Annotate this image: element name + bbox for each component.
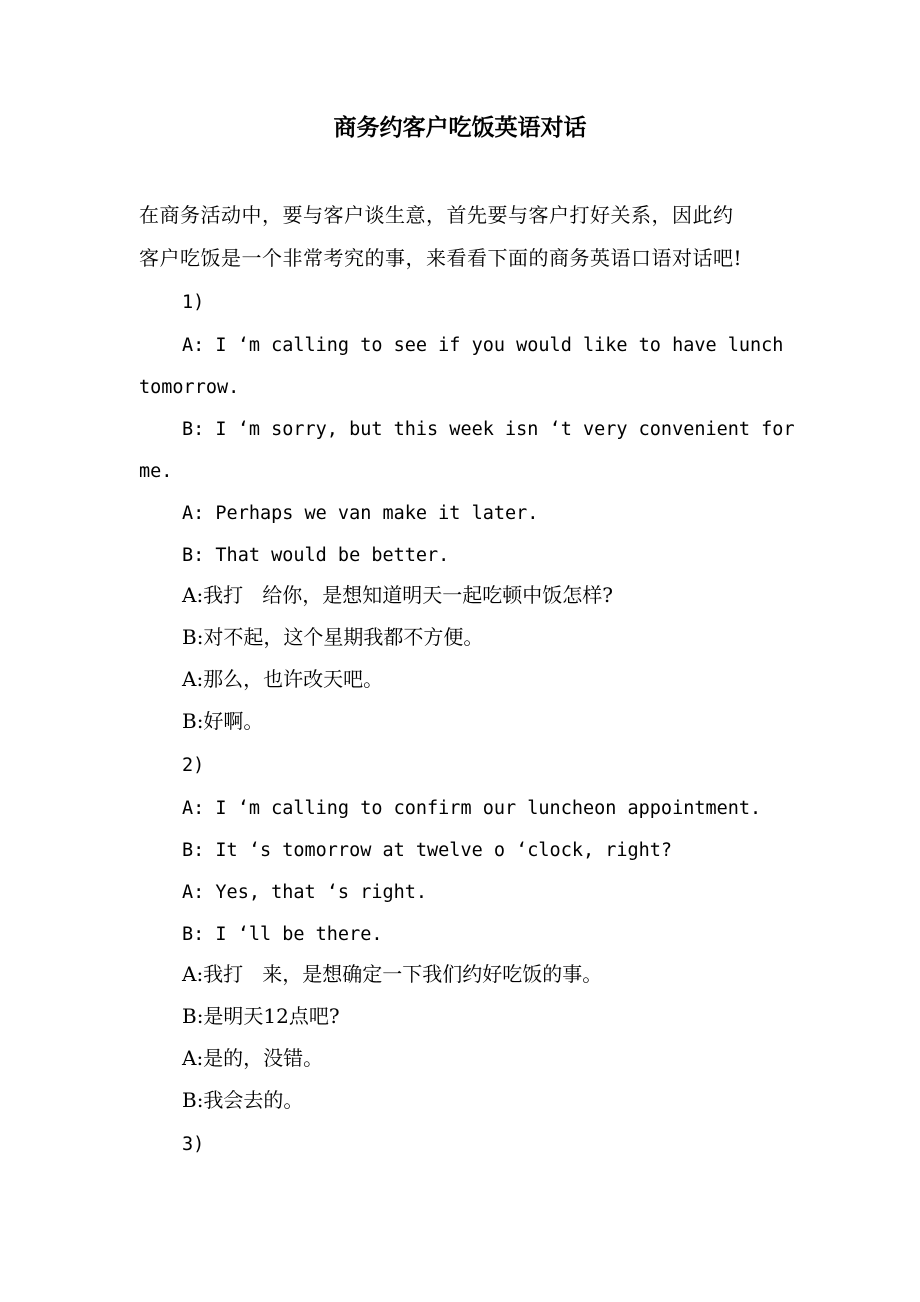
dialogue-line: A: I ‘m calling to see if you would like to have lunch	[182, 335, 784, 356]
dialogue-line: B: I ‘ll be there.	[182, 924, 383, 945]
dialogue-line: A:是的，没错。	[182, 1046, 324, 1070]
dialogue-line: A:那么，也许改天吧。	[182, 667, 384, 691]
dialogue-line: B:我会去的。	[182, 1088, 304, 1112]
intro-line-1: 在商务活动中，要与客户谈生意，首先要与客户打好关系，因此约	[139, 203, 734, 227]
dialogue-line: A: Yes, that ‘s right.	[182, 882, 428, 903]
dialogue-line: B: I ‘m sorry, but this week isn ‘t very convenient for	[182, 419, 795, 440]
dialogue-line: B:是明天12点吧?	[182, 1004, 340, 1028]
page-title: 商务约客户吃饭英语对话	[333, 115, 587, 141]
dialogue-line: B:好啊。	[182, 709, 264, 733]
section-number-3: 3)	[182, 1134, 205, 1155]
dialogue-line: A: I ‘m calling to confirm our luncheon appointment.	[182, 798, 762, 819]
dialogue-line: B:对不起，这个星期我都不方便。	[182, 625, 484, 649]
dialogue-line: me.	[139, 461, 173, 482]
dialogue-line: A:我打 来，是想确定一下我们约好吃饭的事。	[182, 962, 603, 986]
dialogue-line: A:我打 给你，是想知道明天一起吃顿中饭怎样?	[182, 583, 613, 607]
section-number-1: 1)	[182, 292, 205, 313]
section-number-2: 2)	[182, 755, 205, 776]
dialogue-line: B: It ‘s tomorrow at twelve o ‘clock, right?	[182, 840, 673, 861]
dialogue-line: B: That would be better.	[182, 545, 450, 566]
dialogue-line: tomorrow.	[139, 377, 240, 398]
dialogue-line: A: Perhaps we van make it later.	[182, 503, 539, 524]
intro-line-2: 客户吃饭是一个非常考究的事，来看看下面的商务英语口语对话吧!	[139, 246, 743, 270]
